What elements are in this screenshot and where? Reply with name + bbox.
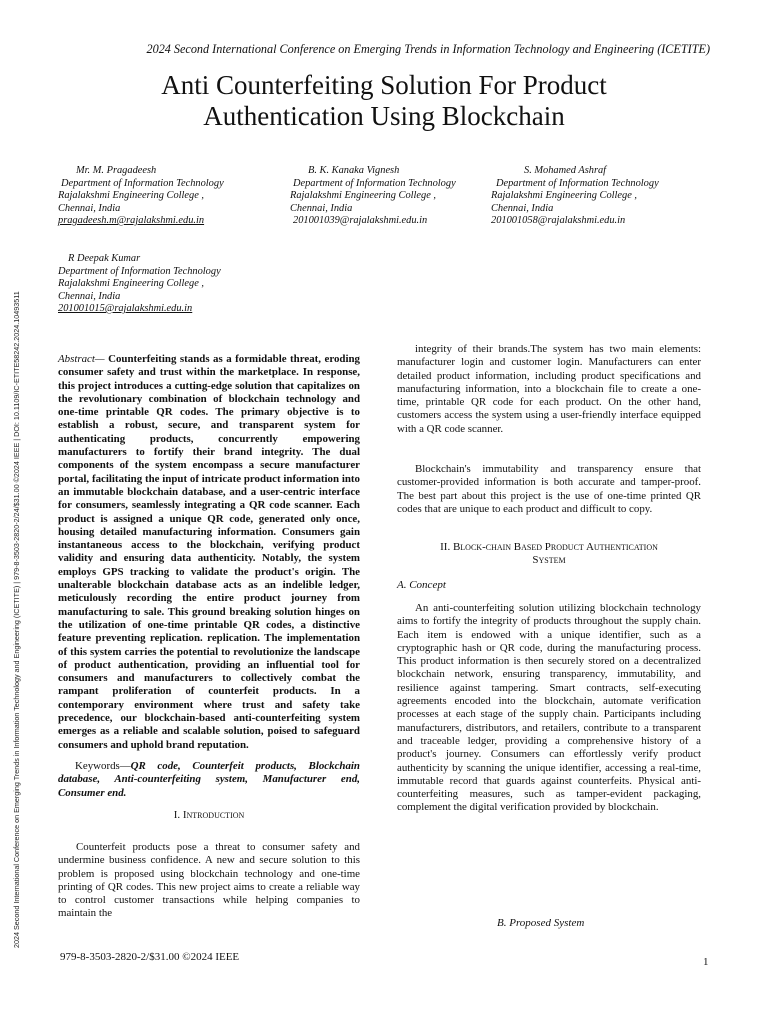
author-block-4 [58, 253, 221, 316]
title-line-2: Authentication Using Blockchain [203, 101, 565, 131]
author-email[interactable]: 201001015@rajalakshmi.edu.in [58, 303, 193, 314]
author-name: Mr. M. Pragadeesh [76, 165, 157, 176]
author-city: Chennai, India [58, 202, 121, 214]
author-block-3 [491, 165, 659, 228]
section-heading-introduction: I. Introduction [173, 809, 245, 821]
right-paragraph-1: integrity of their brands.The system has two main elements: manufacturer login and customer login. Manufacturers can enter detailed product information, including product specifications and manufacturing information, into a blockchain file to create a one-time, printable QR code for each product. On the other hand, customers access the system using a user-friendly interface equipped with a QR code scanner. [397, 343, 701, 435]
subsection-proposed-system: B. Proposed System [497, 917, 585, 929]
author-dept: Department of Information Technology [58, 265, 221, 277]
author-name: B. K. Kanaka Vignesh [308, 165, 400, 176]
concept-paragraph: An anti-counterfeiting solution utilizing blockchain technology aims to fortify the integrity of products throughout the supply chain. Each item is endowed with a unique identifier, such as a cryptographic hash or QR code, during the manufacturing process. This product information is then securely stored on a decentralized blockchain network, ensuring transparency, immutability, and resilience against tampering. Smart contracts, self-executing agreements encoded into the blockchain, automate verification processes at each stage of the supply chain. Participants including manufacturers, distributors, and retailers, contribute to a transparent and traceable ledger, providing a comprehensive history of a product's journey. Consumers can effortlessly verify product authenticity by scanning the unique identifier, accessing a real-time, immutable record that guards against counterfeits. Physical anti-counterfeiting measures, such as tamper-evident packaging, complement the digital verification provided by blockchain. [397, 602, 701, 814]
author-dept: Department of Information Technology [61, 177, 224, 189]
keywords [58, 760, 360, 800]
title-line-1: Anti Counterfeiting Solution For Product [161, 70, 607, 100]
author-email[interactable]: pragadeesh.m@rajalakshmi.edu.in [58, 215, 205, 226]
abstract-dash: — [94, 353, 105, 365]
abstract-text: Counterfeiting stands as a formidable threat, eroding consumer safety and trust within the marketplace. In response, this project introduces a cutting-edge solution that capitalizes on the revolutionary combination of blockchain technology and one-time printable QR codes. The primary objective is to establish a robust, secure, and transparent system for authenticating products, concurrently empowering manufacturers to fortify their brand integrity. The dual components of the system encompass a secure manufacturer portal, facilitating the input of intricate product information into an immutable blockchain database, and a user-centric interface for consumers, seamlessly integrating a QR code scanner. Each product is assigned a unique QR code, generated only once, housing detailed manufacturing information. Consumers gain instantaneous access to the blockchain, verifying product validity and ensuring data authenticity. Notably, the system employs GPS tracking to validate the product's origin. The unalterable blockchain database acts as an indelible ledger, meticulously recording the entire product journey from manufacturing to sale. This ground breaking solution hinges on the utilization of one-time printable QR codes, a distinctive feature preventing replication. replication. The implementation of this system carries the potential to revolutionize the landscape of product authentication, providing an influential tool for consumers and manufacturers to collectively combat the rampant proliferation of counterfeit products. In a contemporary environment where trust and safety take precedence, our blockchain-based anti-counterfeiting system emerges as a reliable and scalable solution, poised to safeguard consumers and uphold brand reputation. [58, 353, 360, 751]
author-email[interactable]: 201001058@rajalakshmi.edu.in [491, 215, 626, 226]
footer-copyright: 979-8-3503-2820-2/$31.00 ©2024 IEEE [60, 951, 240, 963]
keywords-text: QR code, Counterfeit products, Blockchain database, Anti-counterfeiting system, Manufacturer end, Consumer end. [58, 760, 360, 799]
author-city: Chennai, India [58, 290, 121, 302]
author-name: S. Mohamed Ashraf [524, 165, 607, 176]
author-city: Chennai, India [290, 202, 353, 214]
abstract-label: Abstract [58, 353, 95, 365]
author-dept: Department of Information Technology [496, 177, 659, 189]
author-name: R Deepak Kumar [68, 253, 141, 264]
author-college: Rajalakshmi Engineering College , [58, 278, 205, 289]
keywords-label: Keywords— [75, 760, 131, 772]
author-college: Rajalakshmi Engineering College , [491, 190, 638, 201]
author-dept: Department of Information Technology [293, 177, 456, 189]
section-heading-line-1: II. Block-chain Based Product Authentication [440, 541, 658, 553]
introduction-paragraph: Counterfeit products pose a threat to consumer safety and undermine business confidence. A new and secure solution to this problem is proposed using blockchain technology and one-time printing of QR codes. This new project aims to create a reliable way to control customer transactions while helping companies to maintain the [58, 841, 360, 920]
author-city: Chennai, India [491, 202, 554, 214]
author-college: Rajalakshmi Engineering College , [290, 190, 437, 201]
section-heading-line-2: System [532, 554, 566, 566]
doi-side-strip: 2024 Second International Conference on Emerging Trends in Information Technology and Engineering (ICETITE) | 979-8-3503-2820-2/24/$31.00 ©2024 IEEE | DOI: 10.1109/IC-ETITE58242.2024.10493511 [12, 291, 21, 948]
author-email[interactable]: 201001039@rajalakshmi.edu.in [293, 215, 428, 226]
conference-header: 2024 Second International Conference on Emerging Trends in Information Technology and Engineering (ICETITE) [146, 42, 710, 56]
right-paragraph-2: Blockchain's immutability and transparency ensure that customer-provided information is both accurate and tamper-proof. The best part about this project is the use of one-time printed QR codes that are unique to each product and difficult to copy. [397, 463, 701, 515]
page-number: 1 [703, 956, 709, 968]
abstract [58, 353, 360, 752]
subsection-concept: A. Concept [397, 579, 446, 591]
author-block-2 [290, 165, 456, 228]
author-college: Rajalakshmi Engineering College , [58, 190, 205, 201]
section-heading-authentication [397, 541, 701, 567]
author-block-1 [58, 165, 224, 228]
paper-title [60, 70, 708, 132]
